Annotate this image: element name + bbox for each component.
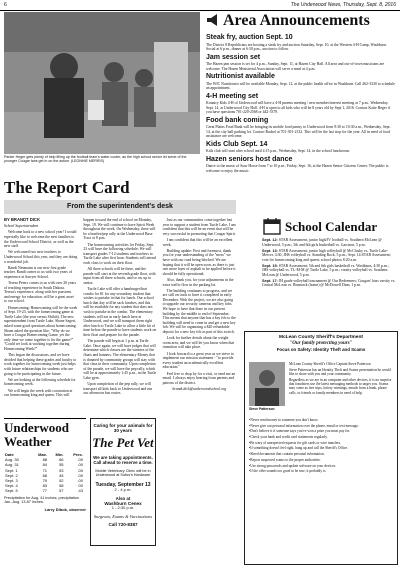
table-row: Sept. 2 68 45 .00: [5, 472, 83, 478]
weather-observer: Larry Dibok, observer: [44, 506, 86, 512]
announcement: 4-H meeting set Kountry Kids 4-H of Underwood will have a 4-H parents meeting / new member/interest meeting at 7 p.m., Wednesday, Sept. 14, at Underwood City Hall. 4-H is open to all kids who will be 8 years old by Sept 1, 2016. Contact Katie Heger if you have questions 701-220-2568 or 442-5379.: [206, 92, 391, 114]
school-calendar-title: School Calendar: [285, 219, 378, 234]
list-item: • If something doesn't feel right, hang up and call the Sheriff's Office.: [249, 446, 393, 450]
table-row: Aug. 30 88 66 .00: [5, 457, 83, 463]
report-card-title: The Report Card: [4, 178, 130, 197]
sheriff-heading: McLean County Sheriff's Department: [278, 335, 364, 340]
pet-ad-clinic: Mobile Veterinary Clinic will be in Underwood at Sofus's Hardware: [95, 468, 151, 478]
weather-title: Underwood Weather: [4, 418, 86, 449]
announcement: Jam session set The Hazen jam session is set for 4 p.m., Sunday, Sept. 11, at Hazen City Hall. All area and out-of-town musicians are welcome. The Hazen Ministerial Association will serve a meal at 4 p.m.: [206, 53, 385, 71]
pet-vet-ad: [90, 418, 156, 546]
announcement: Nutritionist available The WIC Nutritionist will be available Monday, Sept. 12, at the public health office in Washburn. Call 462-3330 to schedule an appointment.: [206, 73, 395, 90]
pet-ad-time: 2 - 4 p.m.: [114, 486, 132, 492]
article-paragraph: Welcome back to a new school year! I would especially like to welcome the new families to the Underwood School District, as well as the new staff.: [4, 230, 77, 249]
article-paragraph: This began the discussions, and we have decided that helping these grades and faculty to work together for homecoming week just helps with future relationships for students who are going to be participating in the future.: [4, 353, 77, 376]
article-paragraph: The parade will begin at 1 p.m. at Turtle Lake. Once again, we will have judges that will determine which classes are the winners of the floats and banners. The elementary Money that is donated by community groups will stay with that class in their community. Upon completion of the parade, we will have the pep rally, which will be at approximately 1:45 p.m., in the Turtle Lake gym.: [83, 339, 157, 380]
pet-ad-also: Also at: [115, 495, 131, 501]
calendar-entry: Sept. 15: STAR Assessment; 5th and 6th girls basketball vs. Washburn, 4:30 p.m.; JHS volleyball vs. TL-M-M @ Turtle Lake, 5 p.m.; varsity volleyball vs. Southern McLean @ Underwood, 5 p.m.: [262, 263, 389, 277]
list-item: • Be wary of unexpected requests for gift cards or wire transfers.: [249, 441, 393, 445]
table-row: Aug. 31 84 55 .00: [5, 462, 83, 468]
area-announcements-title: Area Announcements: [206, 12, 370, 30]
article-paragraph: Also, thank you, for your adjustments in the extra traffic flow in the parking lot.: [162, 277, 234, 287]
pet-ad-phone: Call 720-8387: [108, 522, 138, 528]
announcement: Kids Club Sept. 14 Kids club will start after school until 4:15 p.m., Wednesday, Sept. 14, in the school lunchroom.: [206, 140, 351, 153]
precip-note: Precipitation for Aug. 41 inches; precipitation Jan.-Aug. 13.87 inches.: [4, 495, 79, 505]
sheriff-topic: Focus on Safety: Identity Theft and Scams: [276, 347, 366, 352]
table-row: Sept. 3 79 52 .00: [5, 478, 83, 484]
article-paragraph: The building continues to progress, and we are still on track to have it completed in early December. With the project, we are also going to upgrade our security cameras and key fobs. We hope to have that done in our present building by the middle to end of September. This means that anyone that has a key fob to the building will need to come in and get a new key fob. We will be organizing a $20 refundable deposit for a new key fob as part of this switch.: [162, 288, 236, 335]
article-paragraph: Teresa Peters comes to us with over 20 years of teaching experience in South Dakota. Teresa's experience, along with her passions and energy for education, will be a great asset to our school.: [4, 281, 77, 304]
officer-name: Steve Patterson: [249, 407, 275, 411]
list-item: • Shred documents that contain personal information.: [249, 452, 393, 456]
sheriff-box: [244, 331, 398, 565]
weather-col-max: Max.: [38, 452, 48, 457]
page-header: [0, 0, 400, 11]
area-announcements: [206, 32, 396, 175]
list-item: • Don't believe it if someone says you've won a prize you must pay for.: [249, 429, 393, 433]
pet-ad-services: Surgeons, Exams & Vaccinations: [93, 513, 153, 519]
article-paragraph: Just as our communities come together last year to support a student from Turtle Lake, I am confident that this will be an event that will be very successful in promoting that Cougar Spirit.: [162, 218, 236, 236]
article-paragraph: Turtle Lake will offer a hamburger/brat combo for $1 for any secondary student that wishes to partake in that for lunch. Our school lunch that day will be sack lunches, and this will be available for any student that does not wish to partake in the combo. The elementary students will eat as early lunch here at Underwood, and we will transport them right after lunch to Turtle Lake to allow a little bit of time before the parade to have students work on their float and prepare for the parade.: [83, 287, 157, 338]
publication-line: The Underwood News, Thursday, Sept. 8, 2016: [290, 2, 396, 8]
article-paragraph: Homecoming: Homecoming will be the week of Sept. 19-23, with the homecoming game at Turtle Lake (the year versus Shiloh). The new superintendent from Turtle Lake, Shane Sagert, asked some good questions about homecoming. Shane asked the question like, "Why do we have a Cougar Homecoming Game, yet the only time we come together is for the game?" "Could we look at working together during Homecoming Week?": [4, 305, 78, 351]
article-paragraph: Feel free to drop by for a visit, or send me an email. I always enjoy hearing from parents and patrons of the district.: [162, 371, 236, 385]
announcement: Hazen seniors host dance Dance to the music of Sour Horse from 7 to 10 p.m., Friday, Sept. 16, at the Hazen Senior Citizens Center. The public is welcome to enjoy the music.: [206, 155, 389, 173]
weather-col-date: Date: [5, 452, 14, 457]
calendar-entry: Sept. 12: STAR Assessment; junior high/JV football vs. Southern McLean @ Underwood, 5 p.m.; 5th and 6th girls basketball vs. Garrison, 5 p.m.: [262, 238, 382, 247]
sheriff-tips: [249, 418, 393, 475]
pet-ad-appointments: We are taking appointments. Call ahead to reserve a time.: [93, 454, 153, 466]
list-item: • Use strong passwords and update software on your devices.: [249, 464, 393, 468]
list-item: • Never give out personal information over the phone, email or text message.: [249, 424, 393, 428]
calendar-entry: Sept. 13: STAR Assessment; junior high volleyball @ McClusky vs. Turtle Lake-Mercer, 4:30; JHS volleyball vs. Standing Rock, 5 p.m.; Sept. 14:STAR Assessment; vote for homecoming king and queen; school photos 8:20 a.m.: [262, 248, 391, 262]
pet-ad-tagline: Caring for your animals for 30 years: [93, 423, 153, 434]
signoff-email[interactable]: brandt.dick@underwoodschool.org: [172, 386, 227, 391]
calendar-icon: [262, 216, 282, 236]
calendar-entry: Sept. 17: JH grade volleyball tournament @ Our Redeemers; Cougars' bass varsity vs. Central McLean vs. Bismarck (home) @ McDowell Dam, 1 p.m.: [262, 278, 396, 288]
football-photo: [4, 12, 200, 154]
byline-role: School Superintendent: [4, 224, 39, 229]
pet-ad-location: Washburn Cenex: [104, 500, 142, 506]
pet-ad-time-2: 1 - 2:30 p.m.: [111, 505, 135, 511]
list-item: • Report suspected scams to the proper authorities.: [249, 458, 393, 462]
announcement: Steak fry, auction Sept. 10 The District 8 Republicans are hosting a steak fry and auction Saturday, Sept. 10, at the Western 4-H Camp, Washburn. Social at 6 p.m., dinner at 6:30 p.m., auction to follow.: [206, 34, 387, 51]
weather-col-min: Min.: [55, 452, 64, 457]
report-card-subtitle: From the superintendent's desk: [4, 200, 236, 214]
sheriff-intro: McLean County Sheriff's Office Captain Steve Patterson Steve Patterson has an Identity Theft and Scams presentation he would like to share with you and your community. Regardless as we are in an computer and other devices, it is no surprise that fraudsters use the latest messaging methods to target you. Scams may come as free trips, lottery winnings, emails from a bank, phone calls, or friends or family members in need of help.: [289, 362, 392, 395]
article-paragraph: We are looking at the following schedule for homecoming week.: [4, 377, 76, 387]
page-number: 6: [4, 2, 7, 8]
list-item: • Check your bank and credit card statements regularly.: [249, 435, 393, 439]
weather-table: [4, 452, 84, 494]
photo-caption: Parker Heger gets plenty of help filling up the football team's water cooler, as the high school senior let some of the younger Cougar fans get in on the action. (LEONHIE MERRIS): [4, 155, 187, 164]
article-paragraph: Look for further details about the weight room area, and we will let you know when that transition will take place.: [162, 336, 235, 350]
sheriff-motto: "Our family protecting yours": [289, 341, 353, 346]
weather-col-prec: Prec.: [73, 452, 83, 457]
article-paragraph: Randi Neumann is our new first grade teacher. Randi comes to us with two years of experience at Sawyer School.: [4, 265, 73, 279]
megaphone-icon: [206, 13, 220, 27]
article-paragraph: All three schools will be there, and the parade will start at the seventh grade float, with input from all three schools, and so on, up to senior.: [83, 267, 156, 285]
school-calendar: [262, 238, 396, 289]
announcement: Food bank coming Great Plains Food Bank will be bringing its mobile food pantry to Underwood from 9:30 to 10:30 a.m., Wednesday, Sept. 14, at the city ball parking lot. Contact Rachel at 701-391-2132. This will be the last stop for the year. All in need of food assistance are welcome.: [206, 116, 391, 138]
list-item: • Never send money to someone you don't know.: [249, 418, 393, 422]
article-paragraph: I look forward to a great year as we strive to implement our mission statement - "to provide every student an academically excellent education.": [162, 351, 234, 370]
officer-photo: [249, 362, 285, 406]
table-row: Sept. 4 83 58 .00: [5, 483, 83, 489]
article-paragraph: I am confident that this will be an excellent week.: [162, 237, 233, 247]
list-item: • If the offer sounds too good to be true, it probably is.: [249, 469, 393, 473]
pet-ad-date: Tuesday, September 13: [95, 481, 151, 488]
report-card-article: [4, 218, 236, 414]
pet-vet-logo: The Pet Vet: [92, 434, 154, 450]
article-paragraph: Building update: First and foremost, thank you for your understanding of the "mess" we have with our road being blocked. We are hoping that it will be open soon, as there is just one more layer of asphalt to be applied before it should be fully operational.: [162, 248, 236, 276]
table-row: Sept. 1 71 53 .00: [5, 467, 83, 473]
article-paragraph: We will begin the week with coronation at our homecoming king and queen. This will happen toward the end of school on Monday, Sept. 19. We will continue to have Spirit Week throughout the week. On Wednesday, there will be a bonfire/pep rally at the Underwood Base Tract at 8 p.m.: [4, 218, 156, 398]
article-paragraph: Upon completion of the pep rally, we will transport all kids back to Underwood and run our afternoon bus routes.: [83, 382, 153, 396]
article-paragraph: The homecoming activities for Friday, Sept. 23 will have the following schedule: We will transport grades 7-12 students and teachers to Turtle Lake after first hour. Students will attend each class to work on their float.: [83, 242, 156, 265]
weather-box: [4, 418, 86, 512]
article-paragraph: We welcomed two new teachers to Underwood School this year, and they are doing a wonderful job.: [4, 250, 78, 264]
byline: BY BRANDT DICK: [4, 218, 40, 222]
table-row: Sept. 5 77 57 .43: [5, 488, 83, 494]
